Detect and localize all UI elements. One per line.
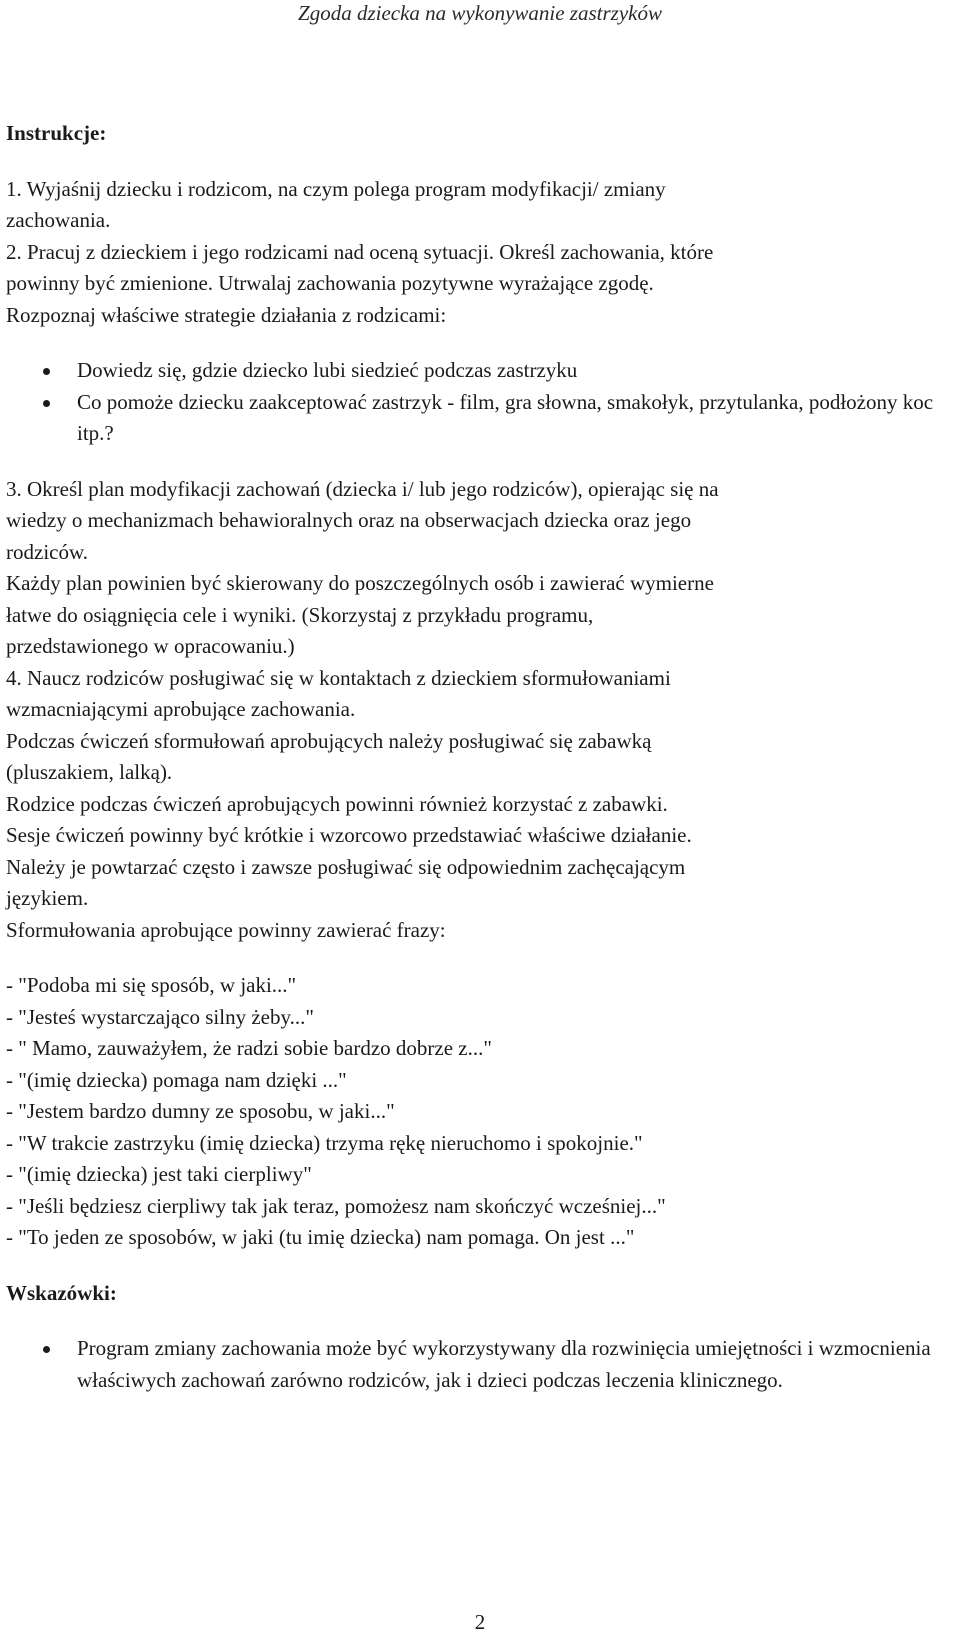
page-number: 2 xyxy=(474,1610,486,1634)
phrase-item: - "Jestem bardzo dumny ze sposobu, w jaki..." xyxy=(6,1099,395,1123)
strategies-list xyxy=(6,355,946,450)
tips-list xyxy=(6,1333,946,1396)
step-3-line: łatwe do osiągnięcia cele i wyniki. (Skorzystaj z przykładu programu, xyxy=(6,602,594,627)
phrase-item: - "Jeśli będziesz cierpliwy tak jak teraz, pomożesz nam skończyć wcześniej..." xyxy=(6,1193,666,1218)
document-body xyxy=(6,118,946,1396)
step-4-line: 4. Naucz rodziców posługiwać się w kontaktach z dzieckiem sformułowaniami xyxy=(6,665,671,690)
step-1 xyxy=(6,174,946,237)
tips-heading: Wskazówki: xyxy=(6,1280,117,1305)
step-4-line: Sformułowania aprobujące powinny zawierać frazy: xyxy=(6,917,446,942)
phrase-item: - "(imię dziecka) pomaga nam dzięki ..." xyxy=(6,1067,347,1092)
step-1-line: zachowania. xyxy=(6,208,111,232)
phrase-item: - "To jeden ze sposobów, w jaki (tu imię dziecka) nam pomaga. On jest ..." xyxy=(6,1225,635,1249)
step-3-line: Każdy plan powinien być skierowany do poszczególnych osób i zawierać wymierne xyxy=(6,571,714,595)
step-3 xyxy=(6,474,946,663)
step-4-line: Rodzice podczas ćwiczeń aprobujących powinni również korzystać z zabawki. xyxy=(6,791,668,816)
step-4-line: Sesje ćwiczeń powinny być krótkie i wzorcowo przedstawiać właściwe działanie. xyxy=(6,823,692,847)
step-2 xyxy=(6,237,946,332)
step-4 xyxy=(6,663,946,947)
step-3-line: rodziców. xyxy=(6,539,89,564)
step-3-line: przedstawionego w opracowaniu.) xyxy=(6,634,295,658)
phrase-item: - "W trakcie zastrzyku (imię dziecka) trzyma rękę nieruchomo i spokojnie." xyxy=(6,1130,643,1155)
step-1-line: 1. Wyjaśnij dziecku i rodzicom, na czym polega program modyfikacji/ zmiany xyxy=(6,176,666,201)
strategy-item: Co pomoże dziecku zaakceptować zastrzyk - film, gra słowna, smakołyk, przytulanka, podłożony koc itp.? xyxy=(77,387,946,450)
phrase-item: - "(imię dziecka) jest taki cierpliwy" xyxy=(6,1162,312,1186)
step-2-line: 2. Pracuj z dzieckiem i jego rodzicami nad oceną sytuacji. Określ zachowania, które xyxy=(6,239,714,264)
step-4-line: językiem. xyxy=(6,886,89,910)
step-2-line: powinny być zmienione. Utrwalaj zachowania pozytywne wyrażające zgodę. xyxy=(6,271,654,295)
tip-item: Program zmiany zachowania może być wykorzystywany dla rozwinięcia umiejętności i wzmocnienia właściwych zachowań zarówno rodziców, jak i dzieci podczas leczenia klinicznego. xyxy=(77,1333,946,1396)
step-4-line: Podczas ćwiczeń sformułowań aprobujących należy posługiwać się zabawką xyxy=(6,728,652,753)
phrase-item: - "Podoba mi się sposób, w jaki..." xyxy=(6,973,297,997)
step-2-line: Rozpoznaj właściwe strategie działania z rodzicami: xyxy=(6,302,447,327)
instructions-heading: Instrukcje: xyxy=(6,121,107,145)
document-header-title: Zgoda dziecka na wykonywanie zastrzyków xyxy=(298,1,662,25)
strategy-item: Dowiedz się, gdzie dziecko lubi siedzieć podczas zastrzyku xyxy=(77,355,946,387)
step-3-line: wiedzy o mechanizmach behawioralnych oraz na obserwacjach dziecka oraz jego xyxy=(6,508,692,532)
phrase-item: - "Jesteś wystarczająco silny żeby..." xyxy=(6,1004,314,1029)
step-4-line: Należy je powtarzać często i zawsze posługiwać się odpowiednim zachęcającym xyxy=(6,854,686,879)
step-4-line: wzmacniającymi aprobujące zachowania. xyxy=(6,697,356,721)
phrase-item: - " Mamo, zauważyłem, że radzi sobie bardzo dobrze z..." xyxy=(6,1036,492,1060)
phrases-list xyxy=(6,970,946,1254)
step-4-line: (pluszakiem, lalką). xyxy=(6,760,173,784)
step-3-line: 3. Określ plan modyfikacji zachowań (dziecka i/ lub jego rodziców), opierając się na xyxy=(6,476,719,501)
